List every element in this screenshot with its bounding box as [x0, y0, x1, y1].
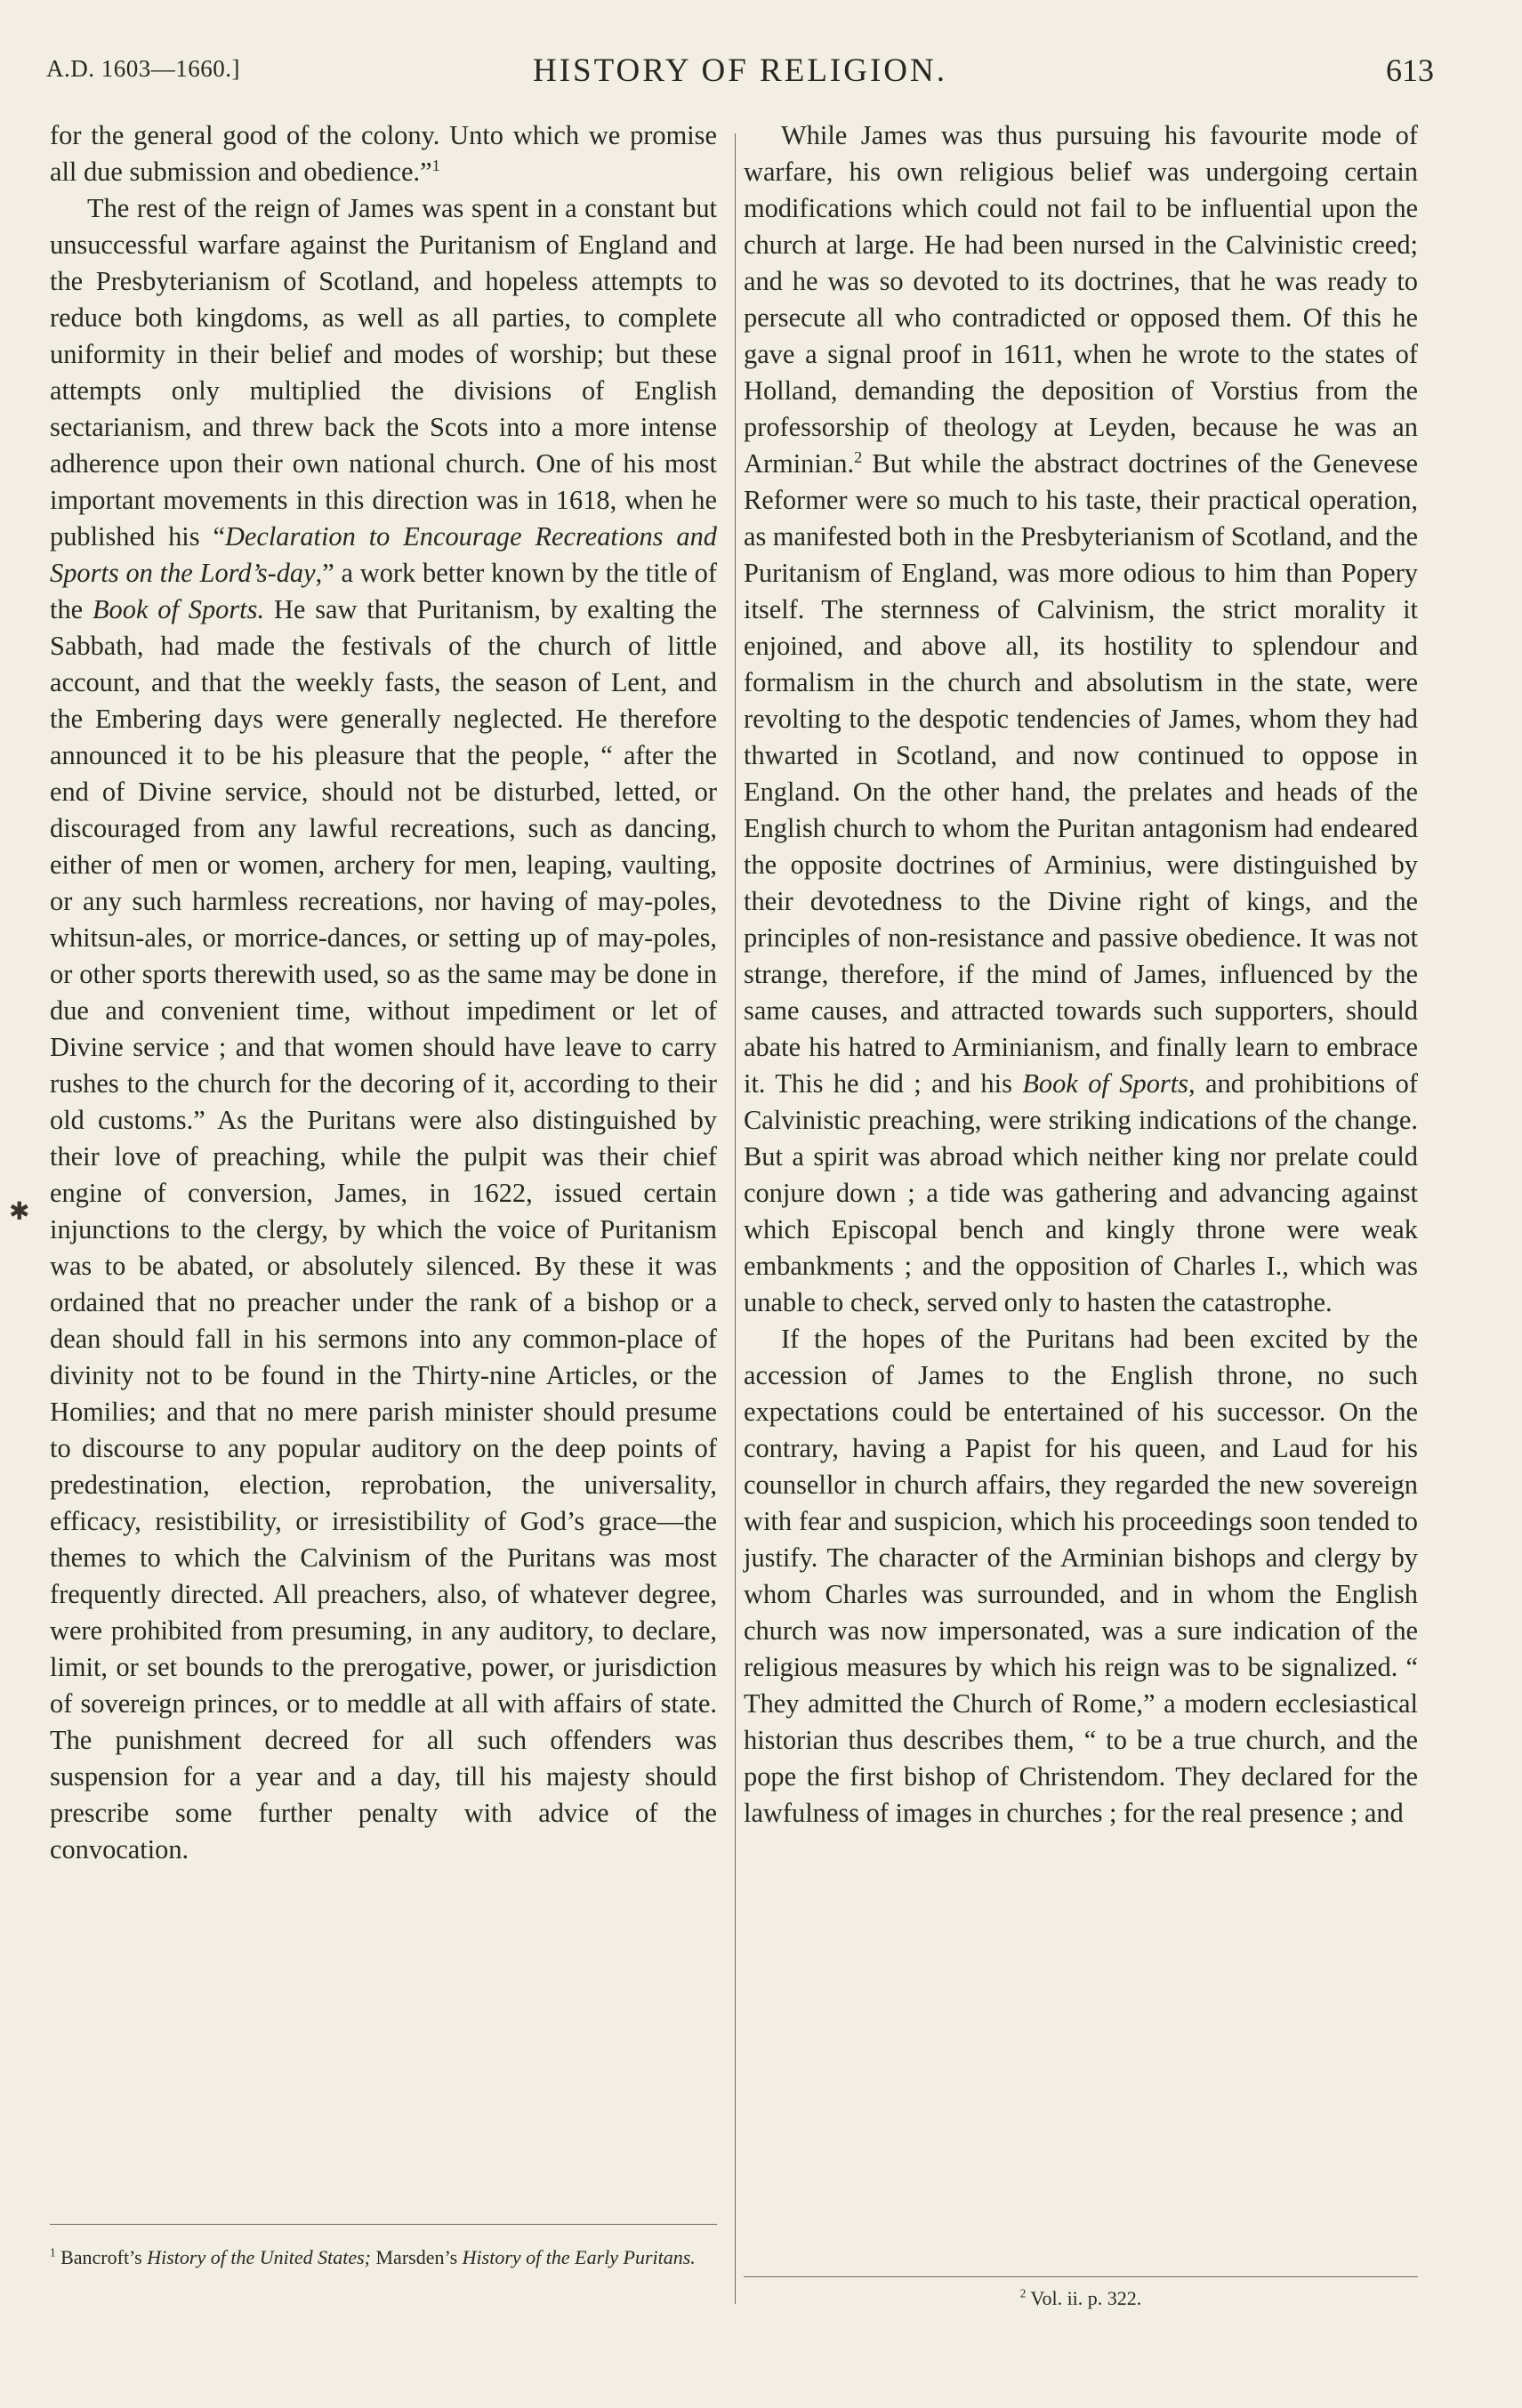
left-column	[50, 117, 717, 1868]
footnote-divider	[744, 2276, 1418, 2277]
paragraph-text: If the hopes of the Puritans had been excited by the accession of James to the English throne, no such expectations could be entertained of his successor. On the contrary, having a Papist for his queen, and Laud for his counsellor in church affairs, they regarded the new sovereign with fear and suspicion, which his proceedings soon tended to justify. The character of the Arminian bishops and clergy by whom Charles was surrounded, and in whom the English church was now impersonated, was a sure indication of the religious measures by which his reign was to be signalized. “ They admitted the Church of Rome,” a modern ecclesiastical historian thus describes them, “ to be a true church, and the pope the first bishop of Christendom. They declared for the lawfulness of images in churches ; for the real presence ; and	[744, 1324, 1418, 1828]
footnote-text: Marsden’s	[371, 2246, 463, 2268]
paragraph	[50, 117, 717, 190]
footnote-ref: 1	[431, 156, 440, 174]
footnote-number: 1	[50, 2245, 56, 2259]
paragraph-text: for the general good of the colony. Unto which we promise all due submission and obedience.”	[50, 120, 717, 187]
footnote-text: Vol. ii. p. 322.	[1026, 2287, 1142, 2309]
paragraph	[744, 1321, 1418, 1832]
footnote-divider	[50, 2224, 717, 2225]
header-title: HISTORY OF RELIGION.	[533, 52, 947, 89]
work-title: Book of Sports.	[92, 594, 265, 624]
paragraph	[744, 117, 1418, 1321]
footnote-work-title: History of the Early Puritans.	[462, 2246, 696, 2268]
footnote-ref: 2	[854, 447, 863, 466]
running-header	[46, 52, 1434, 91]
footnote-2	[744, 2284, 1418, 2313]
marginal-mark: ✱	[9, 1198, 30, 1226]
page-number: 613	[1386, 52, 1434, 88]
paragraph-text: While James was thus pursuing his favourite mode of warfare, his own religious belief was undergoing certain modifications which could not fail to be influential upon the church at large. He had been nursed in the Calvinistic creed; and he was so devoted to its doctrines, that he was ready to persecute all who contradicted or opposed them. Of this he gave a signal proof in 1611, when he wrote to the states of Holland, demanding the deposition of Vorstius from the professorship of theology at Leyden, because he was an Arminian.	[744, 120, 1418, 479]
paragraph-text: ,” a work better known by the title of the	[50, 558, 717, 624]
paragraph	[50, 190, 717, 1868]
paragraph-text: The rest of the reign of James was spent in a constant but unsuccessful warfare against the Puritanism of England and the Presbyterianism of Scotland, and hopeless attempts to reduce both kingdoms, as well as all parties, to complete uniformity in their belief and modes of worship; but these attempts only multiplied the divisions of English sectarianism, and threw back the Scots into a more intense adherence upon their own national church. One of his most important movements in this direction was in 1618, when he published his “	[50, 193, 717, 552]
header-date-range: A.D. 1603—1660.]	[46, 55, 240, 82]
work-title: Book of Sports,	[1022, 1068, 1196, 1099]
footnote-text: Bancroft’s	[55, 2246, 148, 2268]
paragraph-text: He saw that Puritanism, by exalting the Sabbath, had made the festivals of the church of little account, and that the weekly fasts, the season of Lent, and the Embering days were generally neglected. He therefore announced it to be his pleasure that the people, “ after the end of Divine service, should not be disturbed, letted, or discouraged from any lawful recreations, such as dancing, either of men or women, archery for men, leaping, vaulting, or any such harmless recreations, nor having of may-poles, whitsun-ales, or morrice-dances, or setting up of may-poles, or other sports therewith used, so as the same may be done in due and convenient time, without impediment or let of Divine service ; and that women should have leave to carry rushes to the church for the decoring of it, according to their old customs.” As the Puritans were also distinguished by their love of preaching, while the pulpit was their chief engine of conversion, James, in 1622, issued certain injunctions to the clergy, by which the voice of Puritanism was to be abated, or absolutely silenced. By these it was ordained that no preacher under the rank of a bishop or a dean should fall in his sermons into any common-place of divinity not to be found in the Thirty-nine Articles, or the Homilies; and that no mere parish minister should presume to discourse to any popular auditory on the deep points of predestination, election, reprobation, the universality, efficacy, resistibility, or irresistibility of God’s grace—the themes to which the Calvinism of the Puritans was most frequently directed. All preachers, also, of whatever degree, were prohibited from presuming, in any auditory, to declare, limit, or set bounds to the prerogative, power, or jurisdiction of sovereign princes, or to meddle at all with affairs of state. The punishment decreed for all such offenders was suspension for a year and a day, till his majesty should prescribe some further penalty with advice of the convocation.	[50, 594, 717, 1864]
paragraph-text: But while the abstract doctrines of the Genevese Reformer were so much to his taste, their practical operation, as manifested both in the Presbyterianism of Scotland, and the Puritanism of England, was more odious to him than Popery itself. The sternness of Calvinism, the strict morality it enjoined, and above all, its hostility to splendour and formalism in the church and absolutism in the state, were revolting to the despotic tendencies of James, whom they had thwarted in Scotland, and now continued to oppose in England. On the other hand, the prelates and heads of the English church to whom the Puritan antagonism had endeared the opposite doctrines of Arminius, were distinguished by their devotedness to the Divine right of kings, and the principles of non-resistance and passive obedience. It was not strange, therefore, if the mind of James, influenced by the same causes, and attracted towards such supporters, should abate his hatred to Arminianism, and finally learn to embrace it. This he did ; and his	[744, 448, 1418, 1099]
column-divider	[735, 133, 736, 2304]
footnote-number: 2	[1019, 2286, 1027, 2300]
footnote-1	[50, 2243, 717, 2272]
right-column	[744, 117, 1418, 1832]
footnote-work-title: History of the United States;	[147, 2246, 371, 2268]
work-title: Declaration to Encourage Recreations and Sports on the Lord’s-day	[50, 521, 717, 588]
paragraph-text: and prohibitions of Calvinistic preaching, were striking indications of the change. But a spirit was abroad which neither king nor prelate could conjure down ; a tide was gathering and advancing against which Episcopal bench and kingly throne were weak embankments ; and the opposition of Charles I., which was unable to check, served only to hasten the catastrophe.	[744, 1068, 1418, 1317]
